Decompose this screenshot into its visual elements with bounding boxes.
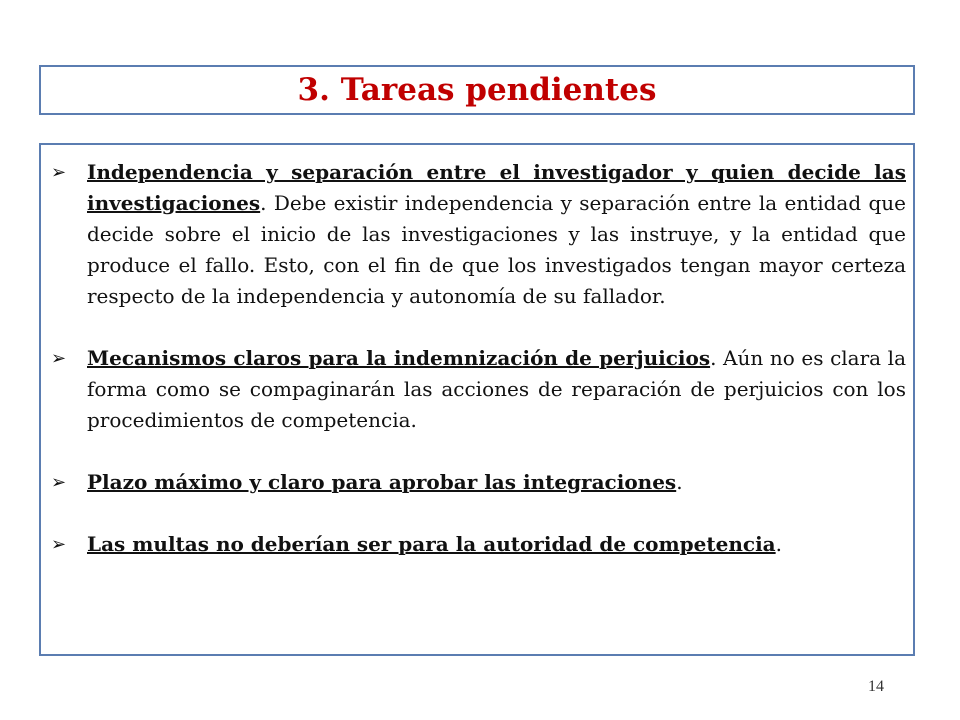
arrow-bullet-icon: ➢ — [51, 348, 67, 369]
slide-title: 3. Tareas pendientes — [297, 72, 657, 108]
item-text — [87, 157, 906, 312]
item-lead: Independencia y separación entre el investigador y quien decide las investigaciones — [87, 160, 906, 215]
item-lead: Mecanismos claros para la indemnización de perjuicios — [87, 346, 711, 370]
item-text — [87, 467, 906, 498]
item-body: . — [775, 532, 782, 556]
page-number: 14 — [868, 678, 884, 695]
item-lead: Plazo máximo y claro para aprobar las integraciones — [87, 470, 677, 494]
arrow-bullet-icon: ➢ — [51, 472, 67, 493]
content-box — [39, 143, 915, 656]
list-item — [51, 467, 906, 498]
arrow-bullet-icon: ➢ — [51, 162, 67, 183]
item-body: . Aún no es clara la forma como se compaginarán las acciones de reparación de perjuicios con los procedimientos de competencia. — [87, 346, 906, 432]
arrow-bullet-icon: ➢ — [51, 534, 67, 555]
item-body: . — [676, 470, 683, 494]
list-item — [51, 529, 906, 560]
item-text — [87, 343, 906, 436]
list-item — [51, 157, 906, 312]
item-text — [87, 529, 906, 560]
item-body: . Debe existir independencia y separación entre la entidad que decide sobre el inicio de las investigaciones y las instruye, y la entidad que produce el fallo. Esto, con el fin de que los investigados tengan mayor certeza respecto de la independencia y autonomía de su fallador. — [87, 191, 906, 308]
list-item — [51, 343, 906, 436]
item-lead: Las multas no deberían ser para la autoridad de competencia — [87, 532, 776, 556]
title-box — [39, 65, 915, 115]
